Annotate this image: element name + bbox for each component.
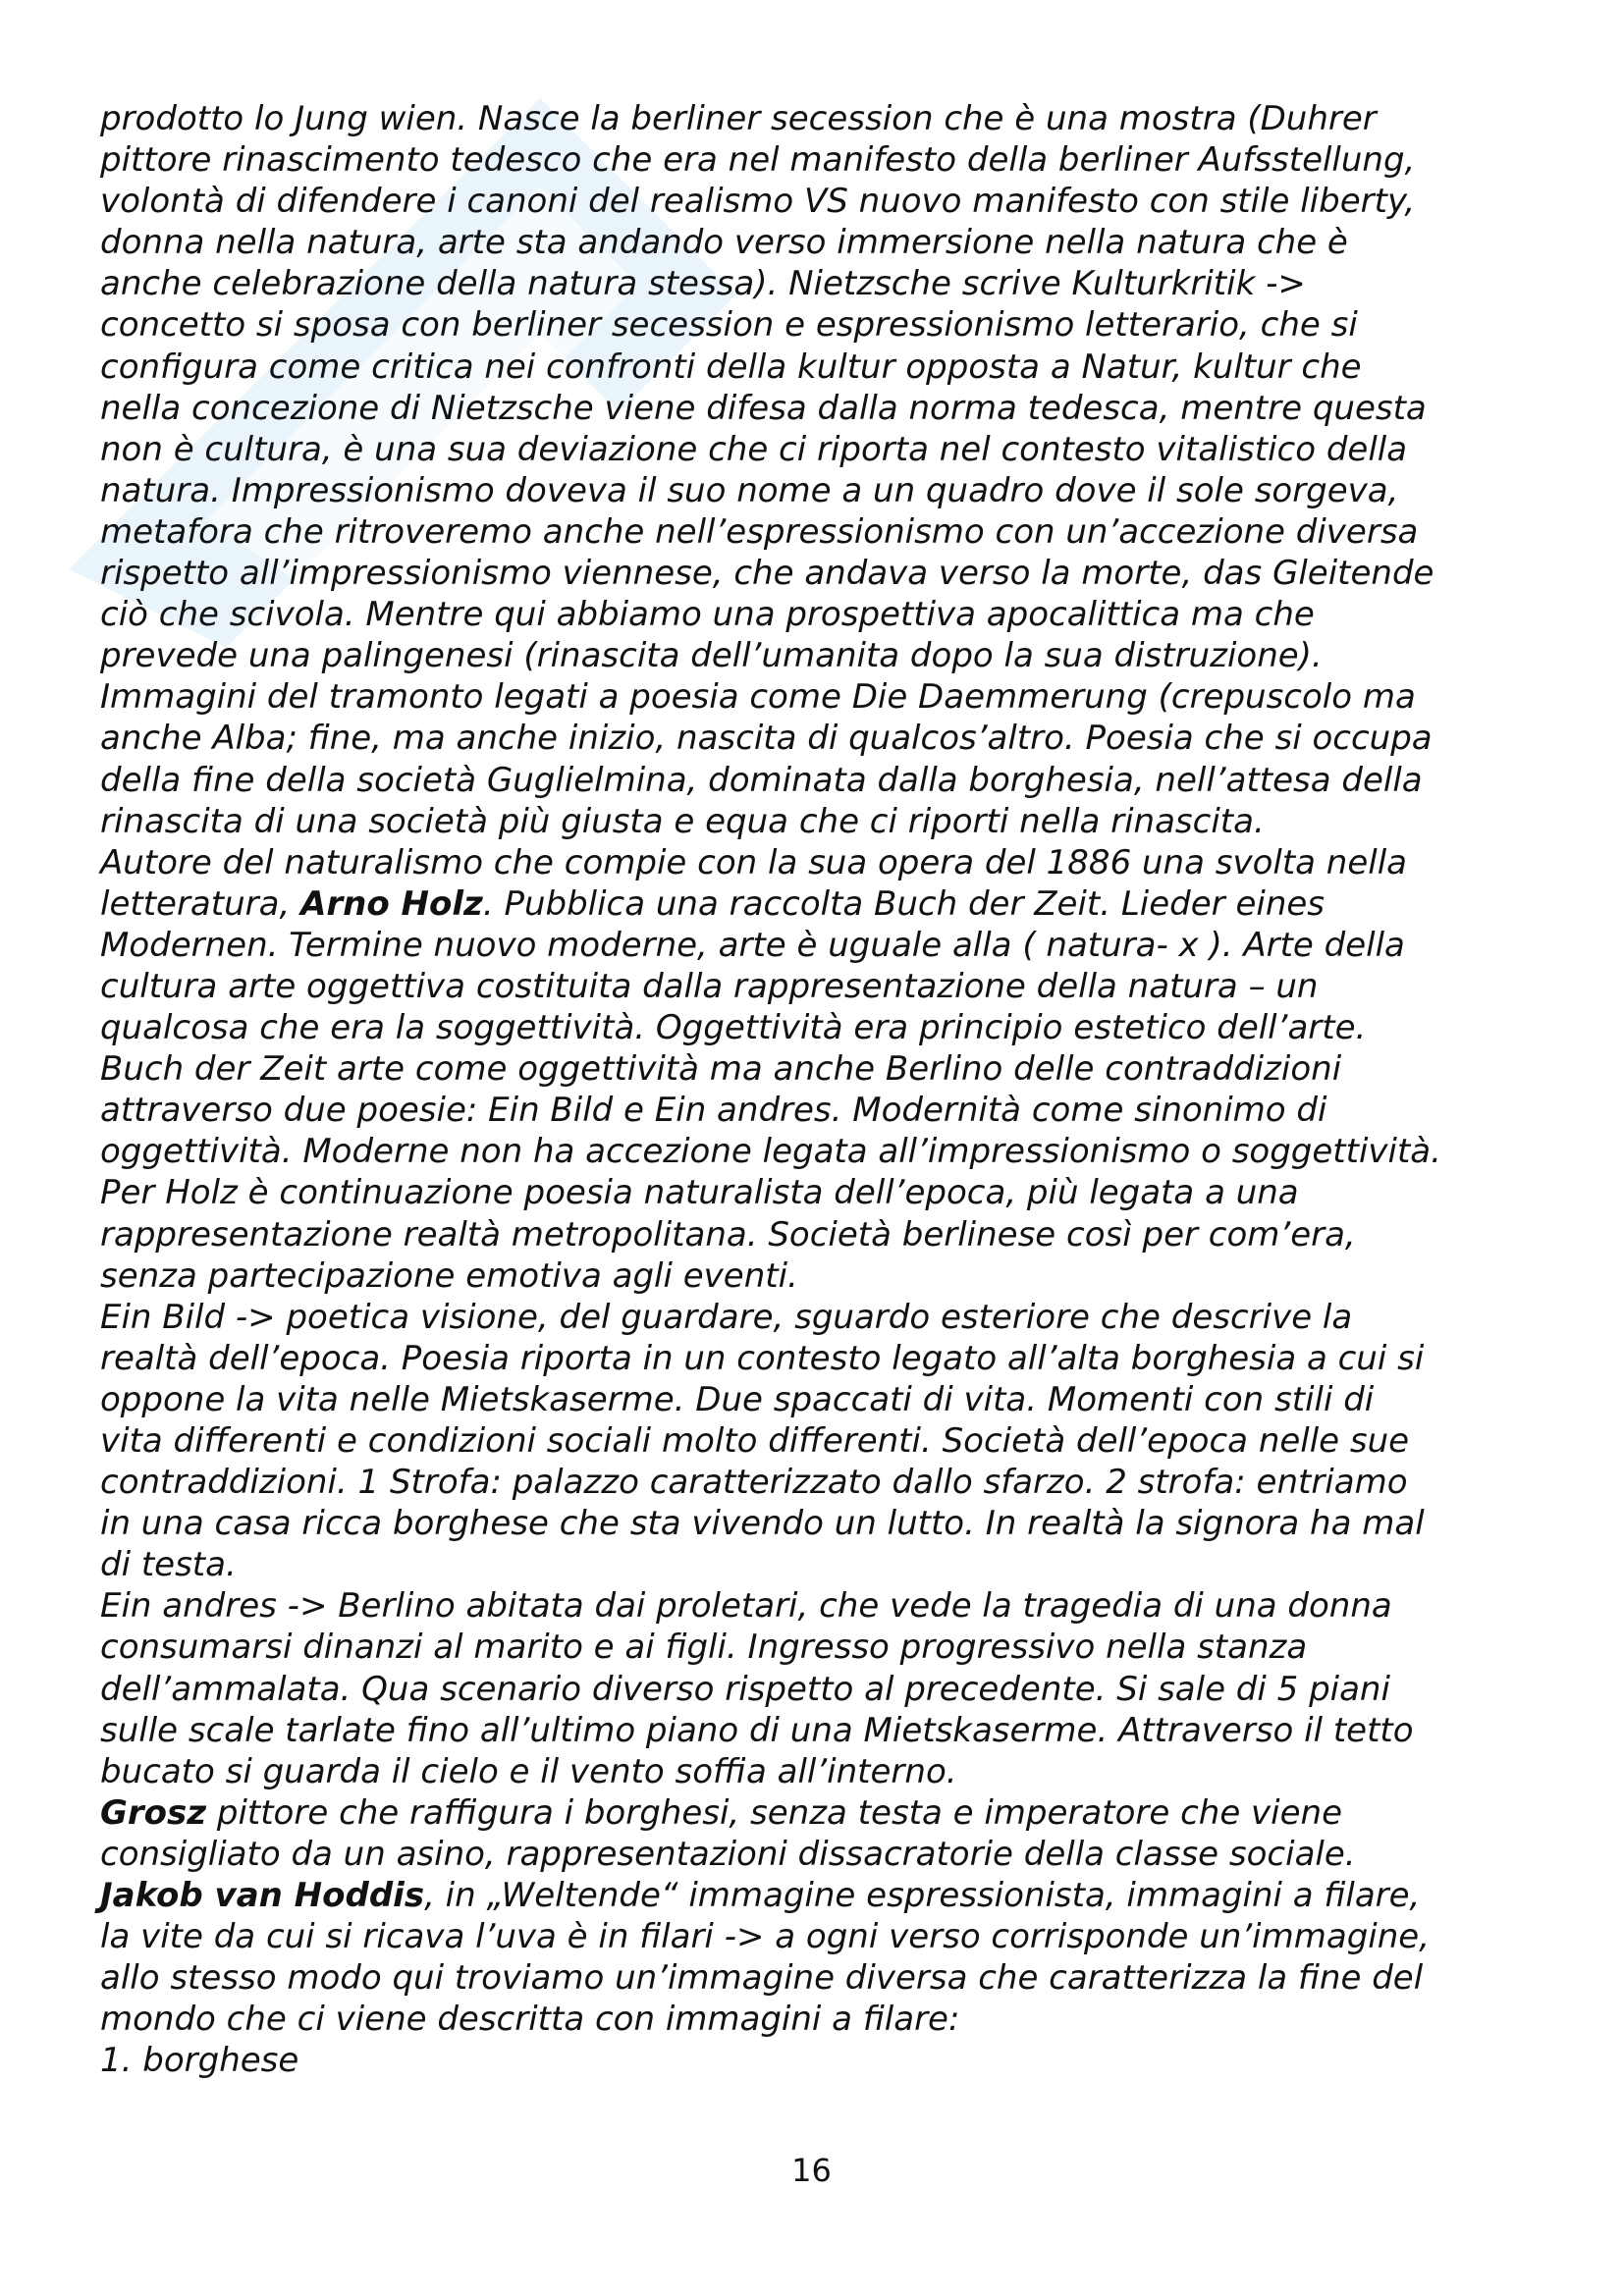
text-line: rispetto all’impressionismo viennese, che andava verso la morte, das Gleitende bbox=[100, 554, 1434, 594]
text-run: . Pubblica una raccolta Buch der Zeit. Lieder eines bbox=[482, 883, 1325, 924]
text-line: metafora che ritroveremo anche nell’espressionismo con un’accezione diversa bbox=[100, 511, 1419, 552]
text-line: Ein Bild -> poetica visione, del guardare, sguardo esteriore che descrive la bbox=[100, 1297, 1353, 1337]
paragraph-4 bbox=[100, 1585, 1543, 1791]
text-line: cultura arte oggettiva costituita dalla rappresentazione della natura – un bbox=[100, 966, 1319, 1006]
text-line: concetto si sposa con berliner secession e espressionismo letterario, che si bbox=[100, 305, 1358, 346]
text-line: anche Alba; fine, ma anche inizio, nascita di qualcos’altro. Poesia che si occupa bbox=[100, 719, 1433, 759]
text-line: Autore del naturalismo che compie con la sua opera del 1886 una svolta nella bbox=[100, 842, 1407, 882]
text-line bbox=[100, 1792, 1543, 1834]
text-line: realtà dell’epoca. Poesia riporta in un contesto legato all’alta borghesia a cui si bbox=[100, 1338, 1425, 1378]
text-line: oppone la vita nelle Mietskaserme. Due spaccati di vita. Momenti con stili di bbox=[100, 1379, 1375, 1419]
text-run: pittore che raffigura i borghesi, senza testa e imperatore che viene bbox=[206, 1792, 1342, 1833]
text-line: attraverso due poesie: Ein Bild e Ein andres. Modernità come sinonimo di bbox=[100, 1091, 1327, 1131]
text-line: ciò che scivola. Mentre qui abbiamo una prospettiva apocalittica ma che bbox=[100, 595, 1315, 635]
text-line: Ein andres -> Berlino abitata dai proletari, che vede la tragedia di una donna bbox=[100, 1586, 1392, 1627]
paragraph-2 bbox=[100, 842, 1543, 1297]
text-line bbox=[100, 883, 1543, 925]
text-run: letteratura, bbox=[100, 883, 301, 924]
paragraph-7 bbox=[100, 2040, 1543, 2081]
text-line: in una casa ricca borghese che sta vivendo un lutto. In realtà la signora ha mal bbox=[100, 1504, 1425, 1544]
text-line: non è cultura, è una sua deviazione che ci riporta nel contesto vitalistico della bbox=[100, 429, 1408, 469]
text-line: prodotto lo Jung wien. Nasce la berliner secession che è una mostra (Duhrer bbox=[100, 99, 1377, 138]
text-line: anche celebrazione della natura stessa). Nietzsche scrive Kulturkritik -> bbox=[100, 264, 1306, 304]
text-line: oggettività. Moderne non ha accezione legata all’impressionismo o soggettività. bbox=[100, 1132, 1441, 1172]
text-line: rappresentazione realtà metropolitana. Società berlinese così per com’era, bbox=[100, 1214, 1356, 1255]
paragraph-1 bbox=[100, 98, 1543, 842]
text-line: consigliato da un asino, rappresentazioni dissacratorie della classe sociale. bbox=[100, 1834, 1356, 1874]
text-line: configura come critica nei confronti della kultur opposta a Natur, kultur che bbox=[100, 347, 1362, 387]
text-line: rinascita di una società più giusta e equa che ci riporti nella rinascita. bbox=[100, 801, 1265, 841]
text-line: Per Holz è continuazione poesia naturalista dell’epoca, più legata a una bbox=[100, 1173, 1299, 1213]
text-line: allo stesso modo qui troviamo un’immagine diversa che caratterizza la fine del bbox=[100, 1958, 1424, 1999]
text-line: natura. Impressionismo doveva il suo nome a un quadro dove il sole sorgeva, bbox=[100, 470, 1399, 510]
text-line: dell’ammalata. Qua scenario diverso rispetto al precedente. Si sale di 5 piani bbox=[100, 1669, 1390, 1709]
text-line: la vite da cui si ricava l’uva è in filari -> a ogni verso corrisponde un’immagine, bbox=[100, 1917, 1431, 1957]
paragraph-6 bbox=[100, 1875, 1543, 2040]
page-number: 16 bbox=[791, 2152, 832, 2189]
text-line: senza partecipazione emotiva agli eventi. bbox=[100, 1255, 798, 1296]
text-line: Modernen. Termine nuovo moderne, arte è uguale alla ( natura- x ). Arte della bbox=[100, 925, 1405, 965]
bold-name-grosz: Grosz bbox=[100, 1792, 207, 1833]
text-line: mondo che ci viene descritta con immagini a filare: bbox=[100, 2000, 960, 2040]
text-line bbox=[100, 1875, 1543, 1916]
paragraph-5 bbox=[100, 1792, 1543, 1875]
document-body bbox=[100, 98, 1543, 2082]
text-line: nella concezione di Nietzsche viene difesa dalla norma tedesca, mentre questa bbox=[100, 388, 1427, 428]
text-line: di testa. bbox=[100, 1545, 237, 1585]
text-run: , in „Weltende“ immagine espressionista, immagini a filare, bbox=[424, 1876, 1421, 1916]
text-line: pittore rinascimento tedesco che era nel manifesto della berliner Aufsstellung, bbox=[100, 140, 1416, 181]
text-line: della fine della società Guglielmina, dominata dalla borghesia, nell’attesa della bbox=[100, 760, 1423, 800]
text-line: donna nella natura, arte sta andando verso immersione nella natura che è bbox=[100, 223, 1348, 263]
text-line: Buch der Zeit arte come oggettività ma anche Berlino delle contraddizioni bbox=[100, 1049, 1342, 1090]
list-item: 1. borghese bbox=[100, 2041, 299, 2081]
bold-name-jakob-van-hoddis: Jakob van Hoddis bbox=[100, 1876, 425, 1916]
text-line: contraddizioni. 1 Strofa: palazzo caratterizzato dallo sfarzo. 2 strofa: entriamo bbox=[100, 1463, 1408, 1503]
text-line: volontà di difendere i canoni del realismo VS nuovo manifesto con stile liberty, bbox=[100, 182, 1416, 222]
text-line: prevede una palingenesi (rinascita dell’umanita dopo la sua distruzione). bbox=[100, 636, 1323, 676]
paragraph-3 bbox=[100, 1297, 1543, 1586]
text-line: bucato si guarda il cielo e il vento soffia all’interno. bbox=[100, 1751, 957, 1791]
text-line: vita differenti e condizioni sociali molto differenti. Società dell’epoca nelle sue bbox=[100, 1421, 1410, 1461]
text-line: sulle scale tarlate fino all’ultimo piano di una Mietskaserme. Attraverso il tetto bbox=[100, 1710, 1414, 1750]
text-line: Immagini del tramonto legati a poesia come Die Daemmerung (crepuscolo ma bbox=[100, 677, 1416, 718]
text-line: qualcosa che era la soggettività. Oggettività era principio estetico dell’arte. bbox=[100, 1008, 1367, 1048]
bold-name-arno-holz: Arno Holz bbox=[300, 883, 483, 924]
text-line: consumarsi dinanzi al marito e ai figli. Ingresso progressivo nella stanza bbox=[100, 1628, 1308, 1668]
